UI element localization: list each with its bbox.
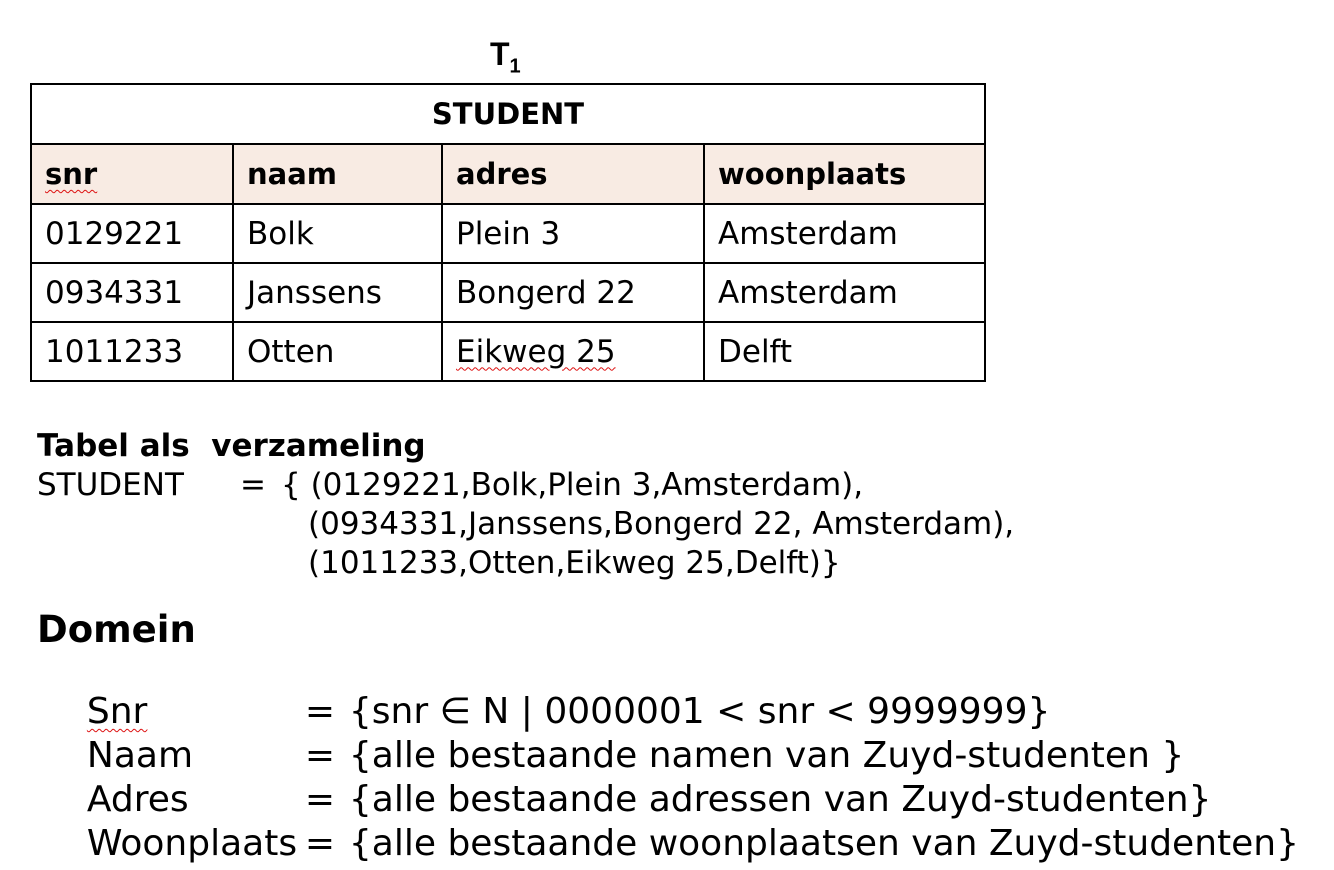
domain-equals: = [304,691,336,732]
domain-label: Woonplaats [86,823,298,864]
domain-label: Naam [86,735,194,776]
set-line-3: (1011233,Otten,Eikweg 25,Delft)} [308,545,841,581]
cell-adres: Plein 3 [442,204,704,263]
column-header-woonplaats: woonplaats [704,144,985,204]
cell-snr: 0934331 [31,263,233,322]
cell-woonplaats: Amsterdam [704,263,985,322]
table-row [31,322,985,381]
table-caption: STUDENT [31,84,985,144]
table-title-letter: T [490,36,510,72]
set-line-1: { (0129221,Bolk,Plein 3,Amsterdam), [281,467,864,503]
cell-snr: 0129221 [31,204,233,263]
column-header-adres: adres [442,144,704,204]
table-title-subscript: 1 [509,55,521,78]
set-section-title: Tabel als verzameling [37,428,426,464]
student-table [30,83,986,382]
cell-naam: Otten [233,322,442,381]
set-line-2: (0934331,Janssens,Bongerd 22, Amsterdam), [308,506,1015,542]
domain-label: Adres [86,779,189,820]
cell-naam: Bolk [233,204,442,263]
domain-equals: = [304,779,336,820]
table-header-row [31,144,985,204]
cell-adres: Eikweg 25 [442,322,704,381]
table-row [31,263,985,322]
cell-woonplaats: Amsterdam [704,204,985,263]
cell-naam: Janssens [233,263,442,322]
domain-section-title: Domein [37,608,196,651]
domain-equals: = [304,735,336,776]
domain-equals: = [304,823,336,864]
column-header-snr: snr [31,144,233,204]
set-name: STUDENT [37,467,184,503]
table-title [490,36,521,78]
column-header-naam: naam [233,144,442,204]
domain-label: Snr [86,691,148,732]
domain-value: {alle bestaande namen van Zuyd-studenten } [348,735,1185,776]
cell-adres: Bongerd 22 [442,263,704,322]
table-row [31,204,985,263]
set-equals: = [240,467,266,503]
domain-row-woonplaats [64,782,1299,864]
domain-value: {snr ∈ N | 0000001 < snr < 9999999} [348,691,1051,732]
domain-value: {alle bestaande woonplaatsen van Zuyd-studenten} [348,823,1300,864]
domain-value: {alle bestaande adressen van Zuyd-studenten} [348,779,1212,820]
cell-woonplaats: Delft [704,322,985,381]
cell-snr: 1011233 [31,322,233,381]
